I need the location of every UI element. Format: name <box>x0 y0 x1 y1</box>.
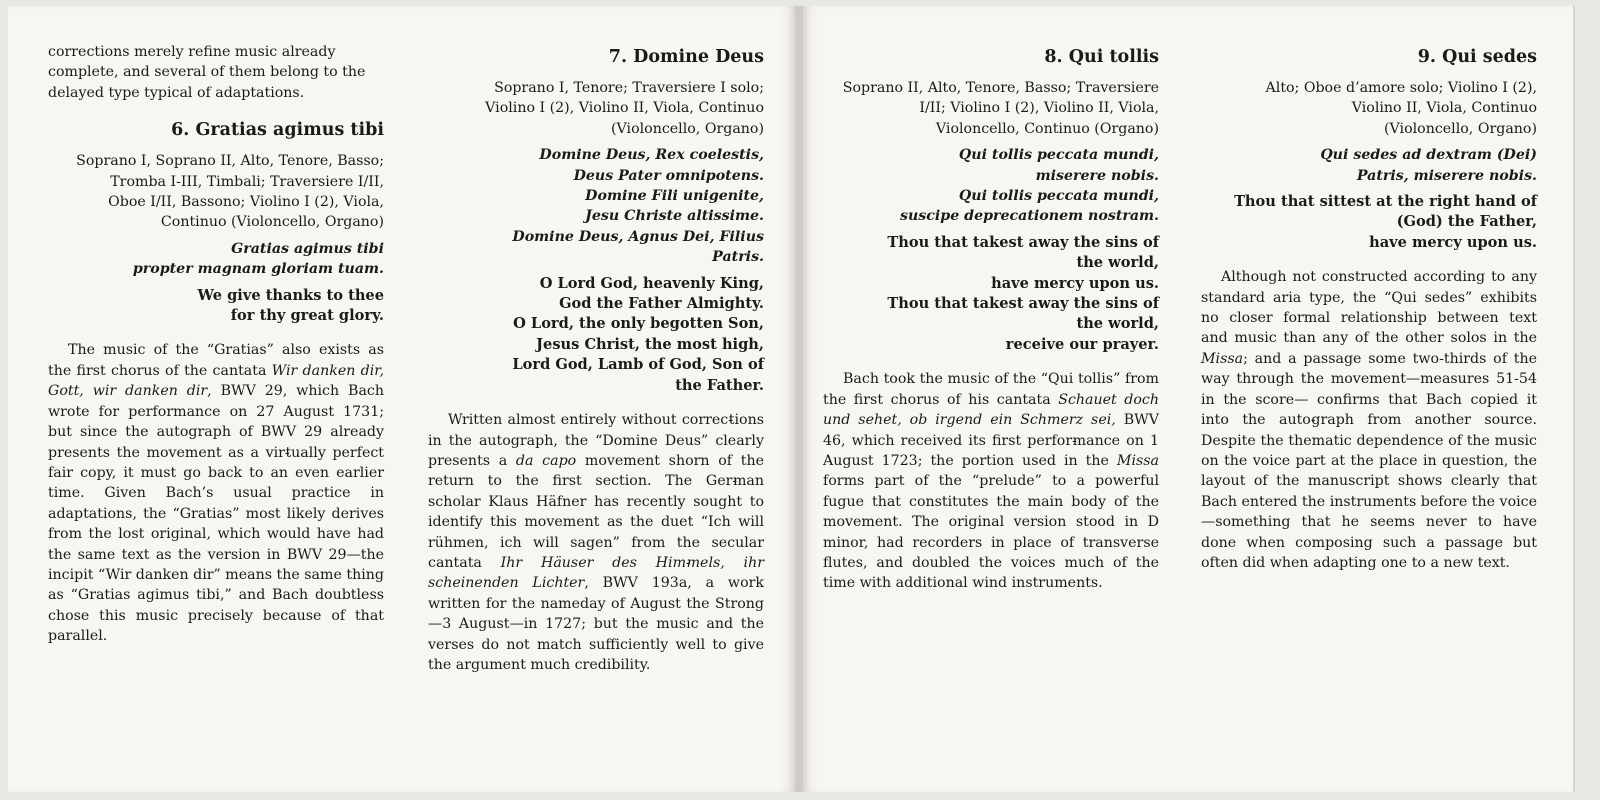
booklet-spread <box>8 6 1592 796</box>
latin-text-8: Qui tollis peccata mundi, miserere nobis. Qui tollis peccata mundi, suscipe deprecationem nostram. <box>899 147 1159 225</box>
column-domine-deus <box>428 42 764 683</box>
movement-title-8: 8. Qui tollis <box>1044 47 1159 67</box>
intro-paragraph: corrections merely refine music already complete, and several of them belong to the delayed type typical of adaptations. <box>48 44 366 101</box>
english-text-9: Thou that sittest at the right hand of (God) the Father, have mercy upon us. <box>1234 193 1537 251</box>
left-page <box>8 6 795 792</box>
commentary-7: Written almost entirely without correc-tions in the autograph, the “Domine Deus” clearly presents a da capo movement shorn of the return to the first section. The Ger-man scholar Klaus Häfner has recently sought to identify this movement as the duet “Ich will rühmen, ich will sagen” from the secular cantata Ihr Häuser des Him-mels, ihr scheinenden Lichter, BWV 193a, a work written for the nameday of August the Strong—3 August—in 1727; but the music and the verses do not match sufficiently well to give the argument much credibility. <box>428 412 765 673</box>
commentary-6: The music of the “Gratias” also exists as the first chorus of the cantata Wir danken dir, Gott, wir danken dir, BWV 29, which Bach wrote for performance on 27 August 1731; but since the autograph of BWV 29 already presents the movement as a vir-tually perfect fair copy, it must go back to an even earlier time. Given Bach’s usual practice in adaptations, the “Gratias” most likely derives from the lost original, which would have had the same text as the version in BWV 29—the incipit “Wir danken dir” means the same thing as “Gratias agimus tibi,” and Bach doubtless chose this music precisely because of that parallel. <box>48 342 385 645</box>
commentary-9: Although not constructed according to any standard aria type, the “Qui sedes” exhibits no closer formal relationship between text and music than any of the other solos in the Missa; and a passage some two-thirds of the way through the movement—measures 51-54 in the score— confirms that Bach copied it into the auto-graph from another source. Despite the thematic dependence of the music on the voice part at the place in question, the layout of the manuscript shows clearly that Bach entered the instruments before the voice—something that he seems never to have done when composing such a passage but often did when adapting one to a new text. <box>1201 269 1538 571</box>
scoring-8: Soprano II, Alto, Tenore, Basso; Traversiere I/II; Violino I (2), Violino II, Viola, Violoncello, Continuo (Organo) <box>842 80 1159 137</box>
column-qui-tollis <box>823 42 1159 602</box>
book-gutter <box>795 6 803 792</box>
movement-title-6: 6. Gratias agimus tibi <box>171 120 384 141</box>
latin-text-7: Domine Deus, Rex coelestis, Deus Pater omnipotens. Domine Fili unigenite, Jesu Christe altissime. Domine Deus, Agnus Dei, Filius Patris. <box>512 147 764 266</box>
latin-text-6: Gratias agimus tibi propter magnam gloriam tuam. <box>132 240 384 278</box>
movement-title-9: 9. Qui sedes <box>1417 47 1537 67</box>
english-text-7: O Lord God, heavenly King, God the Father Almighty. O Lord, the only begotten Son, Jesus Christ, the most high, Lord God, Lamb of God, Son of the Father. <box>512 274 764 394</box>
column-qui-sedes <box>1201 42 1537 581</box>
english-text-6: We give thanks to thee for thy great glory. <box>197 286 384 325</box>
scoring-6: Soprano I, Soprano II, Alto, Tenore, Basso; Tromba I-III, Timbali; Traversiere I/II, Oboe I/II, Bassono; Violino I (2), Viola, Continuo (Violoncello, Organo) <box>76 153 384 231</box>
latin-text-9: Qui sedes ad dextram (Dei) Patris, miserere nobis. <box>1320 147 1537 184</box>
scoring-7: Soprano I, Tenore; Traversiere I solo; Violino I (2), Violino II, Viola, Continuo (Violoncello, Organo) <box>485 80 764 137</box>
english-text-8: Thou that takest away the sins of the world, have mercy upon us. Thou that takest away the sins of the world, receive our prayer. <box>887 233 1159 353</box>
right-page <box>803 6 1573 792</box>
scoring-9: Alto; Oboe d’amore solo; Violino I (2), Violino II, Viola, Continuo (Violoncello, Organo) <box>1265 80 1537 137</box>
movement-title-7: 7. Domine Deus <box>608 47 764 67</box>
column-gratias <box>48 42 384 655</box>
commentary-8: Bach took the music of the “Qui tollis” from the first chorus of his cantata Schauet doch und sehet, ob irgend ein Schmerz sei, BWV 46, which received its first perfor-mance on 1 August 1723; the portion used in the Missa forms part of the “prelude” to a powerful fugue that constitutes the main body of the movement. The original version stood in D minor, had recorders in place of transverse flutes, and doubled the voices much of the time with additional wind instruments. <box>823 371 1160 592</box>
